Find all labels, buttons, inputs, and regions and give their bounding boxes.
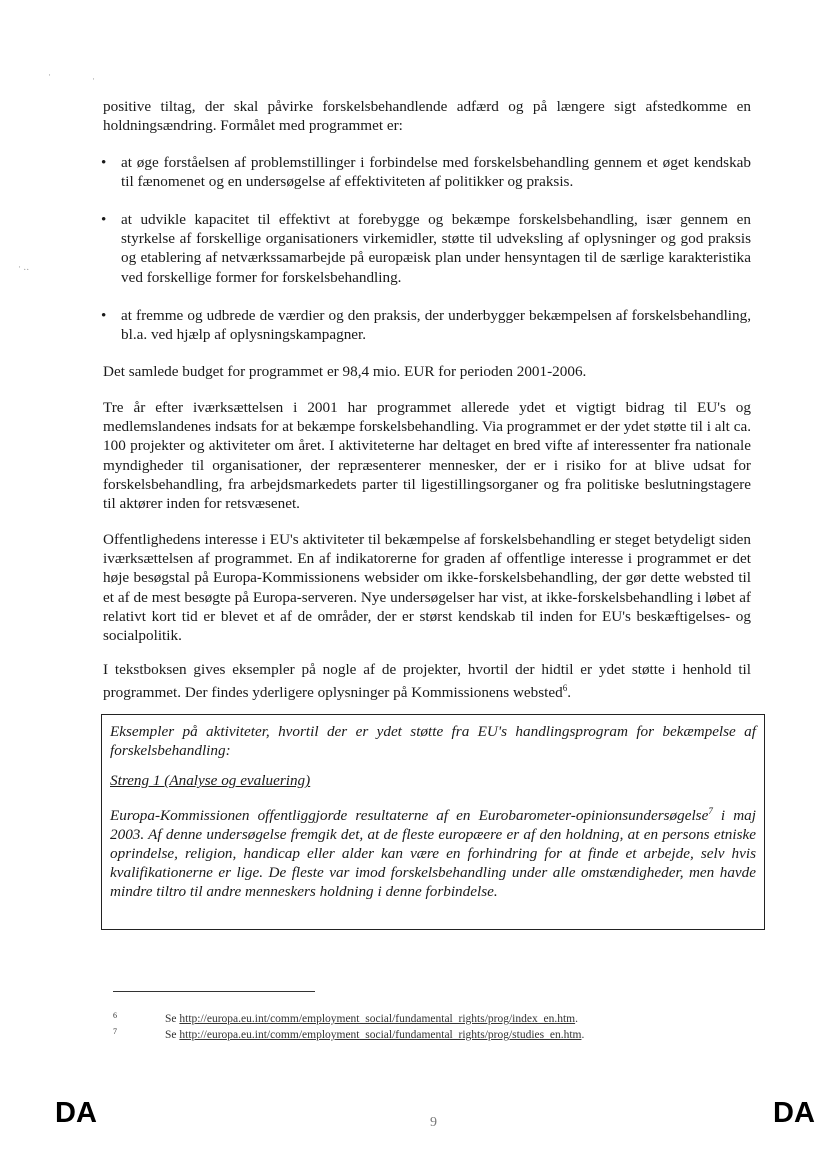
footnote-number: 7 bbox=[113, 1027, 117, 1036]
page-number: 9 bbox=[430, 1115, 437, 1130]
footnote-prefix: Se bbox=[165, 1013, 180, 1025]
footnote-suffix: . bbox=[581, 1029, 585, 1041]
bullet-text: at øge forståelsen af problemstillinger i forbindelse med forskelsbehandling gennem et øget kendskab til fænomenet og en undersøgelse af effektiviteten af politikker og praksis. bbox=[121, 154, 751, 191]
scan-speck: · bbox=[48, 70, 51, 80]
footnote-text bbox=[165, 1012, 578, 1026]
bullet-icon: • bbox=[101, 154, 107, 171]
bullet-text: at fremme og udbrede de værdier og den praksis, der underbygger bekæmpelsen af forskelsbehandling, bl.a. ved hjælp af oplysningskampagner. bbox=[121, 307, 751, 344]
footnote-link[interactable]: http://europa.eu.int/comm/employment_social/fundamental_rights/prog/studies_en.htm bbox=[179, 1029, 582, 1041]
bullet-icon: • bbox=[101, 211, 107, 228]
paragraph-public-interest: Offentlighedens interesse i EU's aktiviteter til bekæmpelse af forskelsbehandling er steget betydeligt siden iværksættelsen af programmet. En af indikatorerne for graden af offentlige interesse i programmet er det høje besøgstal på Europa-Kommissionens websider om ikke-forskelsbehandling, der gør dette websted til et af de mest besøgte på Europa-serveren. Nye undersøgelser har vist, at ikke-forskelsbehandling i løbet af relativt kort tid er blevet et af de områder, der er størst kendskab til inden for EU's beskæftigelses- og socialpolitik. bbox=[103, 531, 751, 645]
footnote-text bbox=[165, 1028, 584, 1042]
bullet-text: at udvikle kapacitet til effektivt at forebygge og bekæmpe forskelsbehandling, især gennem en styrkelse af forskellige organisationers virkemidler, støtte til udveksling af oplysninger og god praksis og etablering af netværkssamarbejde på europæisk plan under hensyntagen til de særlige karakteristika ved forskellige former for forskelsbehandling. bbox=[121, 211, 751, 286]
paragraph-three-years: Tre år efter iværksættelsen i 2001 har programmet allerede ydet et vigtigt bidrag til EU's og medlemslandenes indsats for at bekæmpe forskelsbehandling. Via programmet er der ydet støtte til i alt ca. 100 projekter og aktiviteter om året. I aktiviteterne har deltaget en bred vifte af interessenter fra nationale myndigheder til organisationer, der repræsenterer mennesker, der er i risiko for at blive udsat for forskelsbehandling, fra arbejdsmarkedets parter til ligestillingsorganer og fra politiske beslutningstagere til aktører inden for retsvæsenet. bbox=[103, 399, 751, 513]
textbox-heading: Streng 1 (Analyse og evaluering) bbox=[110, 772, 311, 790]
paragraph-text: I tekstboksen gives eksempler på nogle af de projekter, hvortil der hidtil er ydet støtte i henhold til programmet. Der findes yderligere oplysninger på Kommissionens websted bbox=[103, 661, 751, 702]
intro-paragraph: positive tiltag, der skal påvirke forskelsbehandlende adfærd og på længere sigt afstedkomme en holdningsændring. Formålet med programmet er: bbox=[103, 98, 751, 135]
footnote-link[interactable]: http://europa.eu.int/comm/employment_social/fundamental_rights/prog/index_en.htm bbox=[179, 1013, 576, 1025]
footnote-prefix: Se bbox=[165, 1029, 180, 1041]
language-code-left: DA bbox=[55, 1097, 97, 1129]
textbox-body-start: Europa-Kommissionen offentliggjorde resultaterne af en Eurobarometer-opinionsundersøgelse bbox=[110, 806, 709, 824]
footnote-reference: 6 bbox=[562, 683, 568, 694]
footnote-suffix: . bbox=[575, 1013, 578, 1025]
textbox-body-end: i maj 2003. Af denne undersøgelse fremgik det, at de fleste europæere er af den holdning, at en persons etniske oprindelse, religion, handicap eller alder kan være en forhindring for at finde et arbejde, selv hvis kvalifikationerne er lige. De fleste var imod forskelsbehandling under alle omstændigheder, men havde mindre tiltro til andre menneskers holdning i denne forbindelse. bbox=[110, 806, 756, 901]
budget-paragraph: Det samlede budget for programmet er 98,4 mio. EUR for perioden 2001-2006. bbox=[103, 363, 587, 380]
bullet-icon: • bbox=[101, 307, 107, 324]
footnote-reference: 7 bbox=[708, 805, 713, 816]
example-textbox bbox=[101, 714, 765, 930]
scan-speck: · ‥ bbox=[18, 262, 30, 272]
scan-speck: · bbox=[92, 74, 95, 84]
language-code-right: DA bbox=[773, 1097, 815, 1129]
paragraph-end: . bbox=[567, 684, 572, 702]
textbox-body bbox=[110, 802, 756, 902]
paragraph-textbox-intro bbox=[103, 660, 751, 702]
footnote-number: 6 bbox=[113, 1011, 117, 1020]
textbox-title: Eksempler på aktiviteter, hvortil der er ydet støtte fra EU's handlingsprogram for bekæmpelse af forskelsbehandling: bbox=[110, 723, 756, 760]
footnote-separator bbox=[113, 991, 315, 992]
